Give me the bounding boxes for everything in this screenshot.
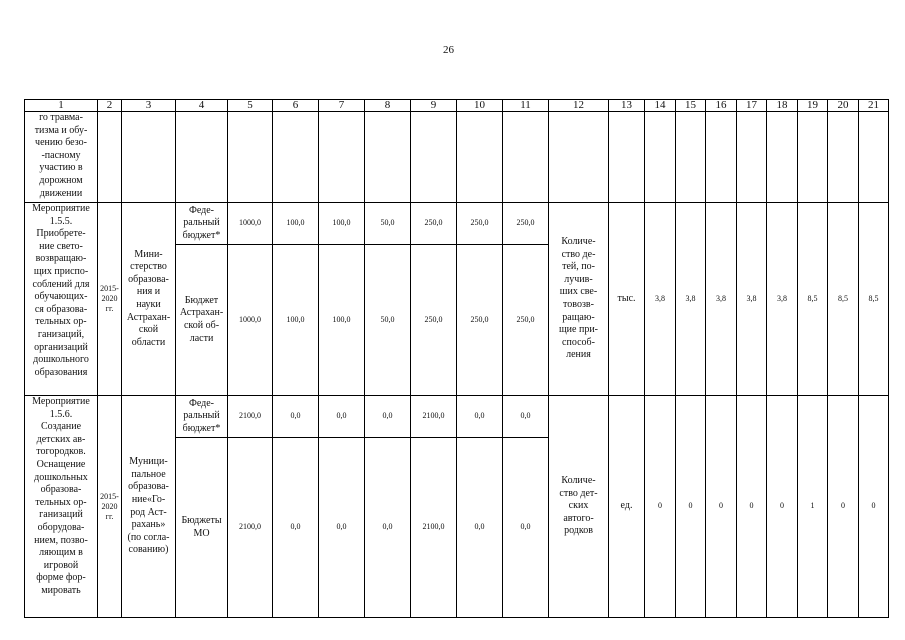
column-number: 18: [767, 100, 798, 112]
funding-value: 2100,0: [228, 438, 273, 618]
funding-value: 0,0: [319, 438, 365, 618]
funding-value: 0,0: [273, 438, 319, 618]
target-value: 0: [706, 396, 737, 618]
measure-row: [25, 203, 889, 245]
funding-value: 250,0: [503, 203, 549, 245]
indicator-unit: ед.: [609, 396, 645, 618]
funding-value: 0,0: [365, 396, 411, 438]
funding-value: 100,0: [273, 203, 319, 245]
measure-executor: Муници- пальное образова- ние«Го- род Аст- рахань» (по согла- сованию): [122, 396, 176, 618]
indicator-name: Количе- ство дет- ских автого- родков: [549, 396, 609, 618]
column-number: 7: [319, 100, 365, 112]
column-number: 17: [737, 100, 767, 112]
funding-value: 1000,0: [228, 245, 273, 396]
funding-value: 0,0: [273, 396, 319, 438]
page-number: 26: [443, 44, 454, 56]
target-value: 3,8: [706, 203, 737, 396]
funding-value: 250,0: [503, 245, 549, 396]
target-value: 0: [737, 396, 767, 618]
funding-source: Бюджет Астрахан- ской об- ласти: [176, 245, 228, 396]
continuation-text: го травма- тизма и обу- чению безо- -пасному участию в дорожном движении: [25, 112, 98, 203]
funding-value: 100,0: [319, 245, 365, 396]
target-value: 0: [676, 396, 706, 618]
column-number: 20: [828, 100, 859, 112]
funding-value: 0,0: [319, 396, 365, 438]
measure-row: [25, 396, 889, 438]
program-measures-table: [24, 99, 889, 618]
column-number: 13: [609, 100, 645, 112]
column-number: 4: [176, 100, 228, 112]
funding-value: 2100,0: [228, 396, 273, 438]
column-number: 19: [798, 100, 828, 112]
funding-value: 2100,0: [411, 438, 457, 618]
column-number: 10: [457, 100, 503, 112]
funding-value: 250,0: [457, 245, 503, 396]
measure-period: 2015- 2020 гг.: [98, 203, 122, 396]
target-value: 0: [767, 396, 798, 618]
target-value: 8,5: [798, 203, 828, 396]
funding-source: Феде- ральный бюджет*: [176, 396, 228, 438]
funding-value: 250,0: [411, 245, 457, 396]
column-number: 9: [411, 100, 457, 112]
column-number: 21: [859, 100, 889, 112]
measure-title: Мероприятие 1.5.5. Приобрете- ние свето- возвращаю- щих приспо- соблений для обучающих- ся образова- тельных ор- ганизаций, организаций дошкольного образования: [25, 203, 98, 396]
column-number: 3: [122, 100, 176, 112]
target-value: 8,5: [828, 203, 859, 396]
target-value: 3,8: [676, 203, 706, 396]
funding-value: 0,0: [457, 438, 503, 618]
measure-title: Мероприятие 1.5.6. Создание детских ав- тогородков. Оснащение дошкольных образова- тельных ор- ганизаций оборудова- нием, позво- ляющим в игровой форме фор- мировать: [25, 396, 98, 618]
funding-value: 0,0: [503, 396, 549, 438]
measure-period: 2015- 2020 гг.: [98, 396, 122, 618]
column-number: 1: [25, 100, 98, 112]
target-value: 1: [798, 396, 828, 618]
column-number: 12: [549, 100, 609, 112]
target-value: 3,8: [645, 203, 676, 396]
column-number: 6: [273, 100, 319, 112]
column-number: 2: [98, 100, 122, 112]
funding-value: 100,0: [319, 203, 365, 245]
column-number: 11: [503, 100, 549, 112]
target-value: 3,8: [737, 203, 767, 396]
target-value: 0: [828, 396, 859, 618]
column-number: 15: [676, 100, 706, 112]
column-number: 16: [706, 100, 737, 112]
funding-value: 1000,0: [228, 203, 273, 245]
funding-value: 0,0: [365, 438, 411, 618]
column-number: 5: [228, 100, 273, 112]
continuation-row: [25, 112, 889, 203]
column-number: 8: [365, 100, 411, 112]
target-value: 0: [859, 396, 889, 618]
funding-value: 250,0: [457, 203, 503, 245]
column-number: 14: [645, 100, 676, 112]
target-value: 3,8: [767, 203, 798, 396]
funding-value: 250,0: [411, 203, 457, 245]
indicator-name: Количе- ство де- тей, по- лучив- ших све- товозв- ращаю- щие при- способ- ления: [549, 203, 609, 396]
funding-value: 100,0: [273, 245, 319, 396]
funding-source: Бюджеты МО: [176, 438, 228, 618]
target-value: 8,5: [859, 203, 889, 396]
funding-value: 0,0: [503, 438, 549, 618]
funding-value: 50,0: [365, 203, 411, 245]
funding-source: Феде- ральный бюджет*: [176, 203, 228, 245]
column-number-row: [25, 100, 889, 112]
measure-executor: Мини- стерство образова- ния и науки Астрахан- ской области: [122, 203, 176, 396]
target-value: 0: [645, 396, 676, 618]
funding-value: 0,0: [457, 396, 503, 438]
funding-value: 2100,0: [411, 396, 457, 438]
indicator-unit: тыс.: [609, 203, 645, 396]
funding-value: 50,0: [365, 245, 411, 396]
